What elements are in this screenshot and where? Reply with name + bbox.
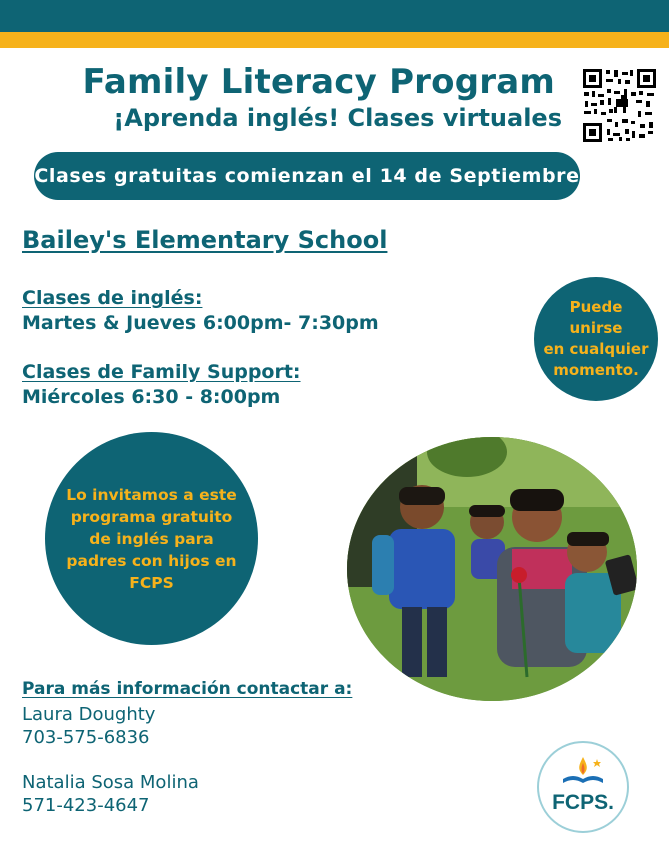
page-subtitle: ¡Aprenda inglés! Clases virtuales bbox=[113, 104, 562, 132]
join-anytime-badge bbox=[534, 277, 658, 401]
invitation-text: Lo invitamos a este programa gratuito de inglés para padres con hijos en FCPS bbox=[66, 485, 237, 592]
english-classes-heading: Clases de inglés: bbox=[22, 287, 203, 309]
family-photo bbox=[347, 437, 637, 701]
contact-phone-2[interactable]: 571-423-4647 bbox=[22, 795, 150, 816]
family-support-heading: Clases de Family Support: bbox=[22, 361, 301, 383]
family-support-schedule: Miércoles 6:30 - 8:00pm bbox=[22, 386, 281, 408]
contact-name-2: Natalia Sosa Molina bbox=[22, 772, 199, 793]
contact-phone-1[interactable]: 703-575-6836 bbox=[22, 727, 150, 748]
contact-name-1: Laura Doughty bbox=[22, 704, 156, 725]
join-badge-line: momento. bbox=[553, 361, 639, 379]
english-classes-schedule: Martes & Jueves 6:00pm- 7:30pm bbox=[22, 312, 379, 334]
qr-code-icon[interactable] bbox=[581, 67, 658, 144]
fcps-logo-text: FCPS. bbox=[552, 791, 614, 814]
join-badge-line: Puede bbox=[569, 298, 623, 316]
start-date-text: Clases gratuitas comienzan el 14 de Septiembre bbox=[34, 165, 580, 187]
top-teal-band bbox=[0, 0, 669, 32]
contact-heading: Para más información contactar a: bbox=[22, 679, 353, 699]
join-badge-line: unirse bbox=[569, 319, 623, 337]
page-title: Family Literacy Program bbox=[82, 62, 555, 102]
start-date-banner bbox=[34, 152, 580, 200]
invitation-badge bbox=[45, 432, 258, 645]
join-badge-line: en cualquier bbox=[543, 340, 649, 358]
school-name: Bailey's Elementary School bbox=[22, 226, 388, 254]
top-gold-band bbox=[0, 32, 669, 48]
fcps-logo bbox=[537, 741, 629, 833]
book-flame-icon bbox=[539, 743, 627, 793]
